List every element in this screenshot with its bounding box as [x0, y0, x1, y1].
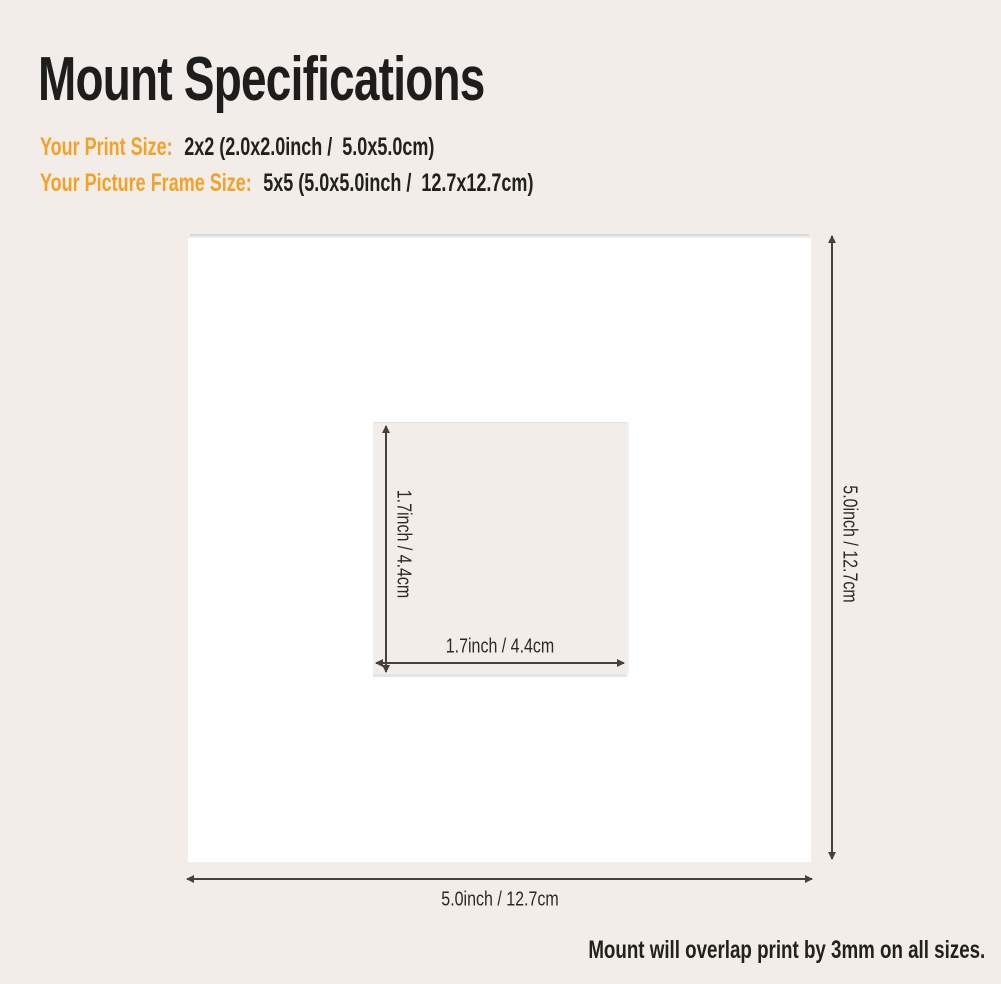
print-size-label: Your Print Size:: [40, 133, 173, 161]
frame-size-value: 5x5 (5.0x5.0inch / 12.7x12.7cm): [263, 169, 534, 197]
frame-width-label: 5.0inch / 12.7cm: [441, 888, 559, 911]
mount-board: [188, 234, 811, 862]
print-size-row: [40, 133, 434, 162]
print-size-value: 2x2 (2.0x2.0inch / 5.0x5.0cm): [184, 133, 435, 161]
mount-top-shadow: [188, 234, 811, 239]
frame-height-label: 5.0inch / 12.7cm: [838, 485, 861, 603]
frame-size-label: Your Picture Frame Size:: [40, 169, 252, 197]
frame-width-arrow: [187, 878, 812, 880]
page-title: Mount Specifications: [38, 45, 485, 114]
opening-width-label: 1.7inch / 4.4cm: [445, 635, 555, 658]
opening-height-label: 1.7inch / 4.4cm: [392, 489, 415, 599]
frame-height-arrow: [831, 236, 833, 859]
frame-size-row: [40, 169, 533, 198]
opening-height-arrow: [385, 426, 387, 672]
opening-width-arrow: [376, 662, 624, 664]
overlap-note: Mount will overlap print by 3mm on all sizes.: [588, 936, 985, 964]
